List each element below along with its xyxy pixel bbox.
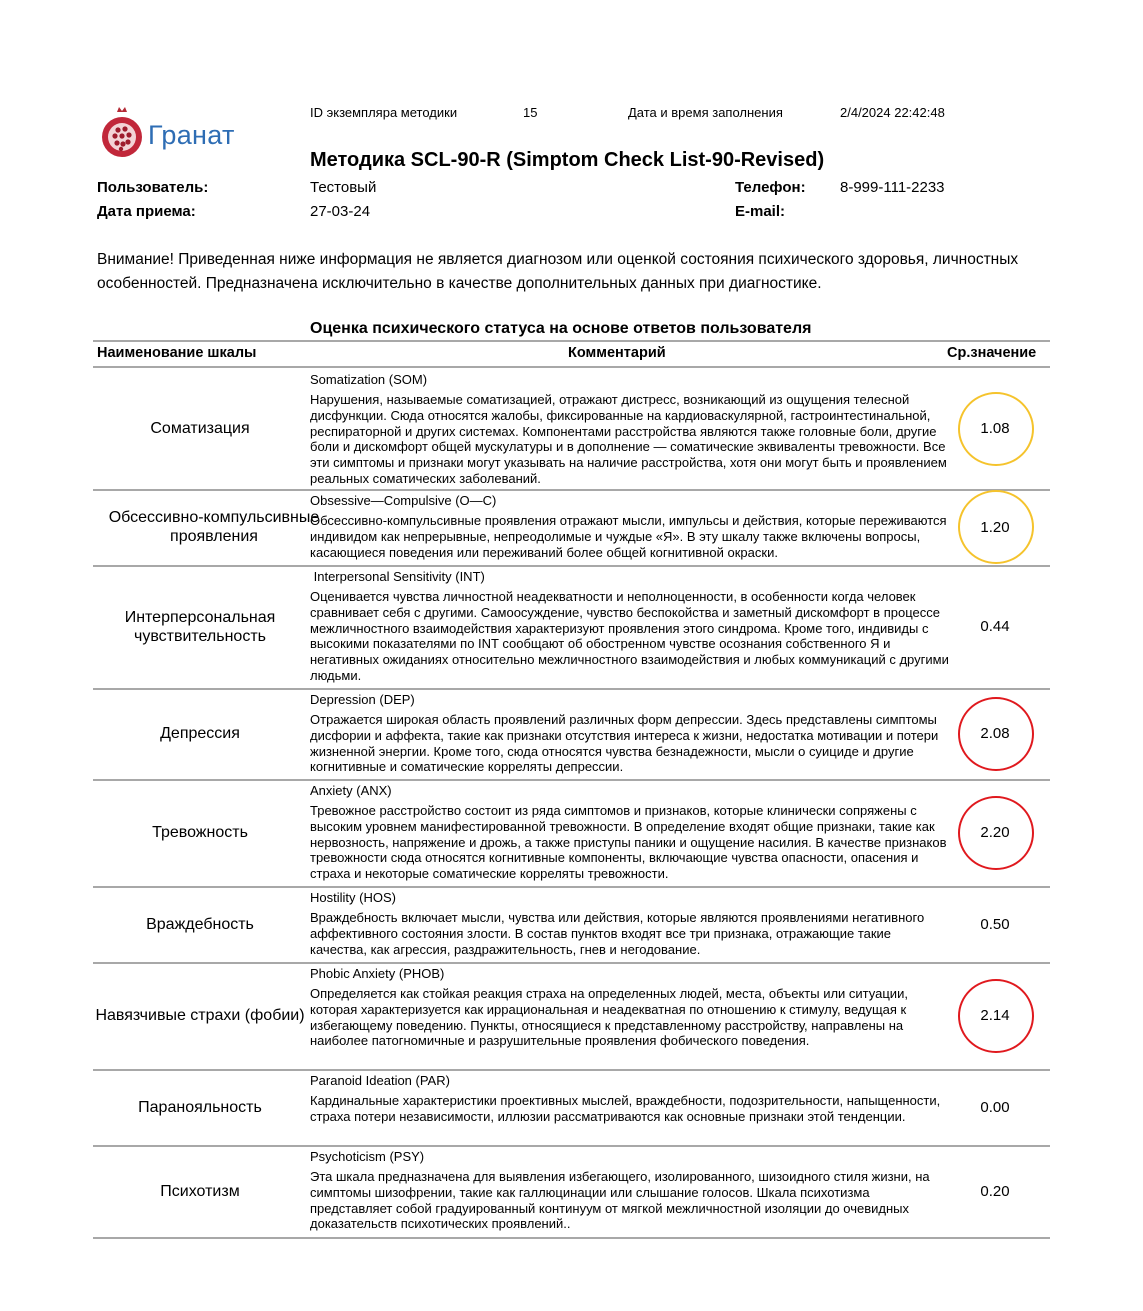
phone-label: Телефон: bbox=[735, 179, 806, 196]
scale-mean-value: 2.20 bbox=[980, 824, 1010, 841]
disclaimer-text: Внимание! Приведенная ниже информация не является диагнозом или оценкой состояния психического здоровья, личностных особенностей. Предназначена исключительно в качестве дополнительных данных при диагностике. bbox=[97, 251, 1019, 292]
scale-code: Depression (DEP) bbox=[310, 692, 415, 707]
column-header-name: Наименование шкалы bbox=[97, 345, 257, 361]
scale-name: Обсессивно-компульсивные проявления bbox=[108, 509, 320, 545]
highlight-circle bbox=[958, 697, 1034, 771]
scale-description: Эта шкала предназначена для выявления избегающего, изолированного, шизоидного стиля жизни, на симптомы шизофрении, такие как галлюцинации или слышание голосов. Шкала психотизма представляет собой градуированный континуум от мягкой межличностной изоляции до очевидных доказательств психотических проявлений.. bbox=[310, 1169, 930, 1232]
scale-code: Psychoticism (PSY) bbox=[310, 1149, 425, 1164]
user-label: Пользователь: bbox=[97, 179, 209, 196]
scale-name: Депрессия bbox=[160, 725, 240, 742]
scale-description: Нарушения, называемые соматизацией, отражают дистресс, возникающий из ощущения телесной дисфункции. Сюда относятся жалобы, фиксированные на кардиоваскулярной, гастроинтестинальной, респираторной и других системах. Компонентами расстройства являются также головные боли, другие боли и дискомфорт общей мускулатуры и в дополнение — соматические эквиваленты тревожности. Все эти симптомы и признаки могут указывать на наличие расстройства, хотя они могут быть и проявлением реальных соматических заболеваний. bbox=[310, 392, 947, 486]
table-row bbox=[93, 962, 1050, 1069]
table-row bbox=[93, 368, 1050, 489]
scale-code: Somatization (SOM) bbox=[310, 372, 428, 387]
table-row bbox=[93, 688, 1050, 779]
table-row bbox=[93, 886, 1050, 962]
scale-code: Anxiety (ANX) bbox=[310, 783, 392, 798]
scale-description: Кардинальные характеристики проективных мыслей, враждебности, подозрительности, напыщенности, страха потери независимости, иллюзии рассматриваются как основные признаки этой тенденции. bbox=[310, 1093, 941, 1124]
scale-description: Оценивается чувства личностной неадекватности и неполноценности, в особенности когда человек сравнивает себя с другими. Самоосуждение, чувство беспокойства и заметный дискомфорт в процессе межличностного взаимодействия характеризуют проявления этого синдрома. Кроме того, индивиды с высокими показателями по INT сообщают об обостренном чувстве осознания собственного Я и негативных ожиданиях относительно межличностного взаимодействия и любых коммуникаций с другими людьми. bbox=[310, 589, 949, 683]
scale-description: Определяется как стойкая реакция страха на определенных людей, места, объекты или ситуации, которая характеризуется как иррациональная и неадекватная по отношению к стимулу, ведущая к избегающему поведению. Пункты, относящиеся к представленному расстройству, направлены на наиболее патогномичные и разрушительные проявления фобического поведения. bbox=[310, 986, 908, 1049]
scale-code: Interpersonal Sensitivity (INT) bbox=[310, 569, 485, 584]
email-label: E-mail: bbox=[735, 203, 786, 220]
datetime-label: Дата и время заполнения bbox=[628, 105, 783, 120]
scale-mean-value: 1.20 bbox=[980, 518, 1010, 536]
date-label: Дата приема: bbox=[97, 203, 196, 220]
scale-code: Paranoid Ideation (PAR) bbox=[310, 1073, 450, 1088]
highlight-circle bbox=[958, 796, 1034, 870]
scale-name: Соматизация bbox=[150, 420, 250, 437]
table-row bbox=[93, 489, 1050, 565]
column-header-mean: Ср.значение bbox=[947, 345, 1037, 361]
scale-mean-value: 0.50 bbox=[980, 915, 1010, 933]
table-title: Оценка психического статуса на основе ответов пользователя bbox=[310, 320, 812, 337]
instance-id-value: 15 bbox=[523, 105, 538, 120]
scale-name: Интерперсональная чувствительность bbox=[124, 608, 276, 645]
table-row bbox=[93, 565, 1050, 688]
scale-mean-value: 0.20 bbox=[980, 1182, 1010, 1200]
logo-text: Гранат bbox=[148, 120, 235, 150]
pomegranate-icon bbox=[100, 106, 144, 162]
table-row bbox=[93, 1145, 1050, 1237]
scale-code: Phobic Anxiety (PHOB) bbox=[310, 966, 445, 981]
scale-name: Психотизм bbox=[160, 1182, 240, 1200]
instance-id-label: ID экземпляра методики bbox=[310, 105, 458, 120]
scale-mean-value: 2.14 bbox=[980, 1007, 1010, 1024]
scale-description: Отражается широкая область проявлений различных форм депрессии. Здесь представлены симптомы дисфории и аффекта, такие как признаки отсутствия интереса к жизни, недостатка мотивации и потери жизненной энергии. Кроме того, сюда относятся чувства безнадежности, мысли о суициде и другие когнитивные и соматические корреляты депрессии. bbox=[310, 712, 939, 775]
user-value: Тестовый bbox=[310, 179, 377, 196]
scale-mean-value: 0.44 bbox=[980, 618, 1010, 635]
date-value: 27-03-24 bbox=[310, 203, 371, 220]
datetime-value: 2/4/2024 22:42:48 bbox=[840, 105, 945, 120]
scale-name: Навязчивые страхи (фобии) bbox=[95, 1007, 305, 1024]
highlight-circle bbox=[958, 979, 1034, 1053]
scale-description: Тревожное расстройство состоит из ряда симптомов и признаков, которые клинически сопряжены с высоким уровнем манифестированной тревожности. В определение входят общие признаки, такие как нервозность, напряжение и дрожь, а также приступы паники и ощущение насилия. В качестве признаков тревожности сюда относятся когнитивные компоненты, включающие чувства опасности, опасения и страха и некоторые соматические корреляты тревожности. bbox=[310, 803, 947, 882]
phone-value: 8-999-111-2233 bbox=[840, 179, 945, 196]
granat-logo bbox=[100, 106, 250, 162]
table-top-rule bbox=[93, 340, 1050, 342]
column-header-comment: Комментарий bbox=[568, 345, 666, 361]
scale-description: Враждебность включает мысли, чувства или действия, которые являются проявлениями негативного аффективного состояния злости. В состав пунктов входят все три признака, отражающие такие качества, как агрессия, раздражительность, гнев и негодование. bbox=[310, 910, 925, 957]
scale-name: Тревожность bbox=[152, 824, 248, 841]
scale-mean-value: 0.00 bbox=[980, 1098, 1010, 1116]
scale-code: Hostility (HOS) bbox=[310, 890, 396, 905]
page-title: Методика SCL-90-R (Simptom Check List-90-Revised) bbox=[310, 149, 825, 171]
scale-name: Враждебность bbox=[146, 915, 254, 933]
scale-mean-value: 1.08 bbox=[980, 420, 1010, 437]
row-divider bbox=[93, 1237, 1050, 1239]
table-row bbox=[93, 779, 1050, 886]
highlight-circle bbox=[958, 392, 1034, 466]
table-row bbox=[93, 1069, 1050, 1145]
scale-name: Паранояльность bbox=[138, 1098, 262, 1116]
scale-code: Obsessive—Compulsive (O—C) bbox=[310, 493, 497, 508]
scale-mean-value: 2.08 bbox=[980, 725, 1010, 742]
scale-description: Обсессивно-компульсивные проявления отражают мысли, импульсы и действия, которые переживаются индивидом как непрерывные, непреодолимые и чуждые «Я». В эту шкалу также включены вопросы, касающиеся поведения или переживаний более общей когнитивной окраски. bbox=[310, 513, 947, 560]
highlight-circle bbox=[958, 490, 1034, 564]
